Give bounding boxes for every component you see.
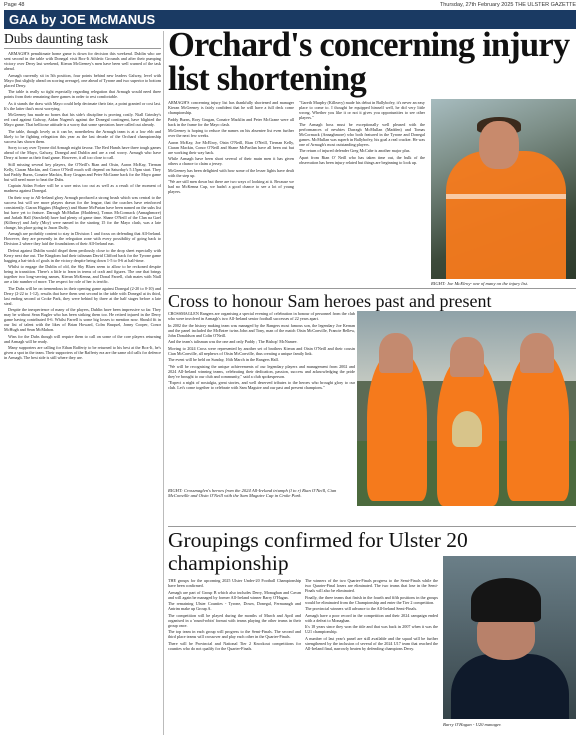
second-article-paragraph: And the team's talisman was the one and only Paddy ; The Bishop' McNamee.: [168, 339, 298, 344]
left-article-paragraph: ARMAGH'S penultimate home game is down for decision this weekend. Dublin who are sent second in the table with Donegal visit Box-It Athletic Grounds and after their pumping victory over Derry last weekend, Kieran McGeeney's men have been well warned of the task ahead.: [4, 51, 161, 71]
left-article-body: [4, 51, 161, 360]
main-article-paragraph: Aaron McKay, Joe McElroy, Oisin O'Neill, Rian O'Neill, Tiernan Kelly, Ciaran Mackin, Conor O'Neill and Shane McPartlan have all been out but are working their way back.: [168, 139, 294, 155]
third-article-paragraph: The remaining Ulster Counties - Tyrone, Down, Donegal, Fermanagh and Antrim make up Group A.: [168, 601, 301, 611]
second-article-paragraph: CROSSMAGLEN Rangers are organising a special evening of celebration in honour of personnel from the club who were involved in Armagh's two All-Ireland senior football successes of 22 years apart.: [168, 311, 355, 321]
main-article-paragraph: The Armagh boss must be exceptionally well pleased with the performances of newbies Darragh McMullan (Madden) and Tomas McCormack (Annaghmore) who both featured in the Tyrone and Donegal games. McMullan was superb in Ballybofey, his goal a real cracker. He was one of Armagh's most outstanding players.: [299, 121, 425, 147]
left-article-paragraph: Armagh currently sit in 5th position, four points behind new leaders Galway, level with Mayo (but slightly ahead on scoring average), one ahead of Tyrone and two superior to bottom placed Derry.: [4, 72, 161, 88]
player-photo-caption: RIGHT: Joe McElroy- one of many on the injury list.: [431, 281, 529, 286]
main-article-paragraph: While Armagh have been short several of their main men it has given others a chance to claim a jersey.: [168, 156, 294, 166]
third-article-paragraph: It's 18 years since they won the title and that was back in 2007 when it was the U21 championship.: [305, 624, 438, 634]
player-head-left: [379, 333, 413, 373]
main-article-body: [168, 100, 426, 280]
player-figure-left: [367, 351, 427, 501]
second-headline: Cross to honour Sam heroes past and present: [168, 288, 576, 311]
second-article-paragraph: Moving to 2024 Cross were represented by another set of brothers Kieran and Oisin O'Neill and their cousin Cian McConville, all nephews of Oisin McConville, thus creating a unique family link.: [168, 345, 355, 356]
second-article-paragraph: In 2002 the the history making team was managed by the Rangers most famous son, the legendary Joe Kernan and the panel included the McEntee twins John and Tony, man of the match Oisin McConville, Francie Bellew, John Donaldson and Colin O'Neill.: [168, 322, 355, 338]
left-article-paragraph: McGeeney has made no bones that his side's discipline is proving costly. Niall Grimley's red card against Galway, Aidan Nugent's against the Donegal contingent, have blighted the Mayo game. That bellicose attitude is a worry that some spectators have called out already.: [4, 112, 161, 127]
player-photo: [431, 99, 576, 279]
third-article-col-1: [168, 578, 301, 652]
third-article-paragraph: The winners of the two Quarter-Finals progress to the Semi-Finals while the two Quarter-Final losers are eliminated. The two teams that lose in the Semi-Finals will also be eliminated.: [305, 578, 438, 593]
jersey-stripe: [446, 194, 566, 199]
second-article-paragraph: The event will be held on Sunday, 16th March in the Rangers Hall.: [168, 357, 279, 362]
column-divider: [163, 31, 164, 735]
left-article-paragraph: The Dubs will be on tremendous in their opening game against Donegal (2-20 to 0-10) and Derry (2-22 to 1-12), results that have them sent second in the table with Donegal at its third, last ending second at Croke Park, they were behind by three at the half stages before a late steal.: [4, 285, 161, 306]
sam-maguire-cup: [452, 411, 482, 447]
left-article: [4, 31, 161, 735]
third-headline: Groupings confirmed for Ulster 20 championship: [168, 526, 576, 575]
hat-shape: [471, 578, 541, 622]
dateline: Thursday, 27th February 2025 THE ULSTER GAZETTE: [439, 2, 576, 8]
main-article-paragraph: Paddy Burns, Rory Grugan, Conaire Macklin and Peter McGrane were all back in the frame for the Mayo clash.: [168, 116, 294, 127]
third-article-paragraph: Finally, the three teams that finish in the fourth and fifth positions in the groups would be eliminated from the Championship and enter the Tier 2 competition.: [305, 594, 438, 605]
left-article-paragraph: As it stands the draw with Mayo could help decimate their fate, a point granted or cost last. It's the latter that's most worrying.: [4, 100, 161, 111]
main-article-col-2: [299, 100, 425, 280]
left-article-paragraph: Whilst to engage the Dublin of old, the Sky Blues seem to allow to be reckoned despite being in transition. There's a little to learn in terms of craft and figures. The one that brings together two long-serving names, Kieran McKenna, and Donal Farrell, club mates with Niall are a fair number of more. The respect for role of her is terrific.: [4, 264, 161, 284]
main-article-paragraph: The return of injured defender Greg McCabe is another major plus.: [299, 148, 411, 153]
main-article-paragraph: "Gareth Murphy (Killeavy) made his debut in Ballybofey, it's never an easy place to come to. I thought he equipped himself well, he did very little wrong. Whether you like it or not it gives you opportunities to see other players.": [299, 100, 425, 120]
left-article-paragraph: The table, though lovely as it can be, nonetheless the Armagh team is at a low ebb and likely to be fighting relegation this year as the last decade of the Orchard championship success has shown them.: [4, 128, 161, 144]
second-article-body: [168, 311, 355, 392]
third-article-col-2: [305, 578, 438, 652]
player-head-right: [520, 333, 554, 373]
page-number: Page 48: [4, 2, 25, 8]
left-article-paragraph: The table is really so tight especially regarding relegation that Armagh would need three points from their remaining three games in order to rest comfortable.: [4, 89, 161, 99]
main-article-paragraph: ARMAGH'S concerning injury list has thankfully shortened and manager Kieran McGeeney is fairly confident that he will have a full deck come championship.: [168, 100, 294, 115]
main-headline: Orchard's concerning injury list shortening: [168, 26, 570, 98]
player-head-middle: [450, 337, 484, 377]
left-article-paragraph: Wins for the Dubs though will require them to call on some of the core players returning and Armagh will be ready.: [4, 333, 161, 344]
third-article-paragraph: There will be Provincial and National Tier 2 Knockout competitions for counties who do not qualify for the Quarter-Finals.: [168, 640, 301, 651]
second-article-paragraph: "Expect a night of nostalgia, great stories, and well deserved tributes to the heroes who brought glory to our club. Let's come together to celebrate with Sam Maguire and our past and present champions.": [168, 380, 355, 390]
third-article-paragraph: The competition will be played during the months of March and April and organised in a 'round-robin' format with teams playing the other teams in their group once.: [168, 612, 301, 628]
left-article-paragraph: On their way to All-Ireland glory Armagh produced a strong brush which was central to the success but will see more players drawn for the league, that the coaches have reinforced consistently. Ciaran Higgins (Maghery) and Shane McPartan have been named on the subs list but have yet to feature. Darragh McMullan (Maddens), Tomas McCormack (Annaghmore) and Jarlath Hall (Sarsfield) have had plenty of game time. Shane O'Neill of the Clan na Gael (Killeavy) and Jarly (Moy) were named in the starting 15 for the Mayo clash, was a late change, his place going to Jason Duffy.: [4, 194, 161, 230]
main-article-col-1: [168, 100, 294, 280]
manager-photo: [443, 556, 576, 719]
main-article-paragraph: McGeeney is hoping to reduce the names on his absentee list even further over the next few weeks.: [168, 128, 294, 138]
player-figure-right: [507, 351, 569, 501]
jersey-shape: [446, 151, 566, 279]
third-article-paragraph: THE groups for the upcoming 2025 Ulster Under-20 Football Championship have been confirmed.: [168, 578, 301, 588]
third-article-paragraph: Armagh are part of Group B which also includes Derry, Monaghan and Cavan and will again be managed by former All-Ireland winner Barry O'Hagan.: [168, 589, 301, 600]
left-article-paragraph: Many supporters are calling for Ethan Rafferty to be returned to his best at the Box-It, he's given a spot in the team. Their supporters of the Rafferty era are the same old calls for defence in Armagh. The best side is still where they are.: [4, 345, 161, 360]
jacket-shape: [451, 654, 569, 719]
main-article-paragraph: McGeeney has been delighted with how some of the lesser lights have dealt with the step up.: [168, 167, 294, 178]
head-shape: [479, 121, 519, 169]
third-article-paragraph: The top team in each group will progress to the Semi-Finals. The second and third place teams will crossover and play each other in the Quarter-Finals.: [168, 629, 301, 639]
team-photo: [357, 311, 576, 506]
left-article-headline: Dubs daunting task: [4, 31, 161, 49]
section-banner: GAA by JOE McMANUS: [4, 10, 576, 29]
left-article-paragraph: Despite the inexperience of many of the players, Dublin have been impressive so far. They may be without Sean Bugler who has been striking them too. He retired injured in the Derry game having contributed 0-6. Whilst Farrell is some big losses to mention now. Should fit in our list of talent with the likes of Brian Howard, Colm Basquel, Jonny Cooper, Conor McHugh and Sean McMahon.: [4, 307, 161, 332]
second-article-paragraph: "We will be recognising the unique achievements of our legendary players and management from 2002 and 2024 All-Ireland winning teams, celebrating their dedication, passion, success and acknowledging the pride they've brought to our club and community," said a club spokesperson.: [168, 363, 355, 379]
left-article-paragraph: Captain Aidan Forker will be a sore miss too out as well as a result of the moment of madness against Donegal.: [4, 183, 161, 193]
third-article-paragraph: Armagh have a poor record in the competition and their 2024 campaign ended with a defeat to Monaghan.: [305, 612, 438, 623]
main-article-paragraph: Apart from Rian O' Neill who has taken time out, the bulk of the observation has been injury related but things are beginning to look up.: [299, 154, 425, 165]
manager-photo-caption: Barry O'Hagan - U20 manager.: [443, 722, 502, 727]
left-article-paragraph: Still missing several key players, the O'Neill's Rian and Oisin, Aaron McKay, Tiernan Kelly, Ciaran Mackin, and Conor O'Neill much will depend on Saturday's 5.15pm start. They had Paddy Burns, Conaire Mackin, Rory Grugan and Peter McGrane back for the Mayo game but will need more to beat the Dubs.: [4, 161, 161, 182]
main-article-paragraph: "We are still men down but there are two ways of looking at it. Because we had no McKenna Cup, we hadn't a good chance to see a lot of young players.: [168, 179, 294, 194]
team-photo-caption: RIGHT: Crossmaglen's heroes from the 2024 All-Ireland triumph (l to r) Rian O'Neill, Cian McConville and Oisin O'Neill with the Sam Maguire Cup in Croke Park.: [168, 488, 337, 499]
left-article-paragraph: Sorry to say over Tyrone did Armagh might favour. The Red Hands have three tough games ahead of the Mayo, Galway, Donegal and Dublin and are a real worry. Armagh who have Derry at home as their final game. However, it all too close to call.: [4, 145, 161, 160]
third-article-paragraph: The provincial winners will advance to the All-Ireland Semi-Finals.: [305, 606, 418, 611]
third-article-paragraph: A number of last year's panel are still available and the squad will be further strengthened by the inclusion of several of the 2024 U17 team that reached the All-Ireland final, narrowly beaten by defending champions Derry.: [305, 635, 438, 651]
page-header: [4, 0, 576, 10]
left-article-paragraph: Defeat against Dublin would dispel them perilously close to the drop sheet especially with Kerry next due out. The Kingdom had their talisman David Clifford back for the Tyrone game bagging a hat-trick of goals in the victory despite being down 1-5 to 0-6 at half-time.: [4, 247, 161, 263]
left-article-paragraph: Armagh are probably content to stay in Division 1 and focus on defending that All-Ireland. However, they are presently in the relegation zone with every possibility of going back to Division 2 where they laid the foundations of their All-Ireland run.: [4, 231, 161, 246]
